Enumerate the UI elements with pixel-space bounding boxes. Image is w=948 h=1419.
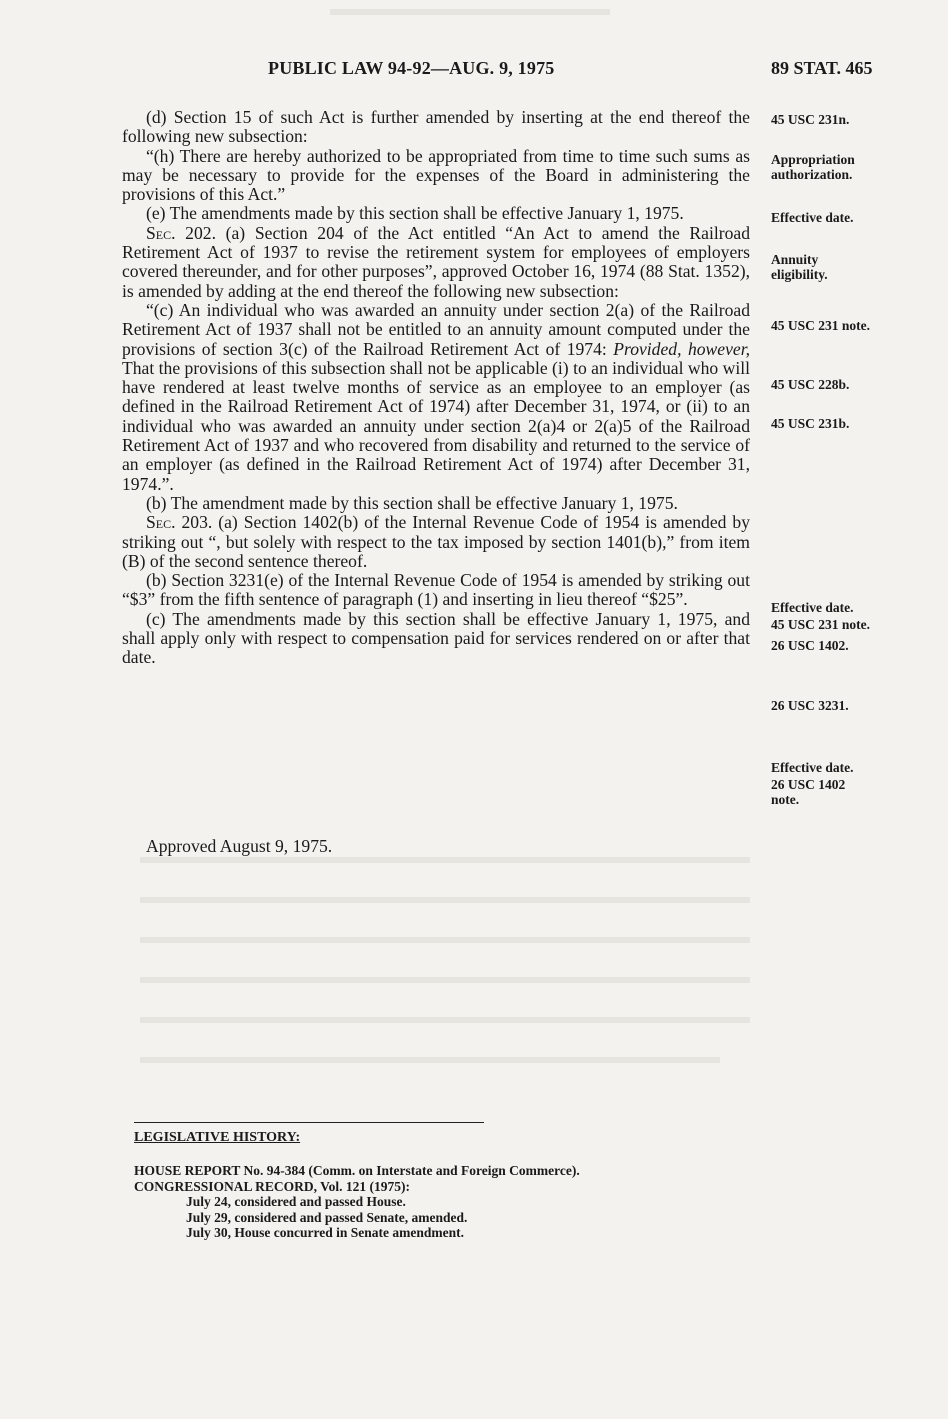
congressional-record: CONGRESSIONAL RECORD, Vol. 121 (1975):: [134, 1178, 411, 1194]
section-202-b: (b) The amendment made by this section shall be effective January 1, 1975.: [146, 492, 678, 513]
history-entry: July 30, House concurred in Senate amendment.: [186, 1225, 465, 1240]
history-entry: July 24, considered and passed House.: [186, 1194, 406, 1209]
legislative-history: [134, 1163, 754, 1241]
margin-note: 26 USC 3231.: [771, 698, 849, 713]
history-entry: July 29, considered and passed Senate, amended.: [186, 1209, 468, 1225]
section-203-label: Sec. 203.: [146, 512, 213, 533]
section-203-text: Section 1402(b) of the Internal Revenue Code of 1954 is amended by striking out “, but solely with respect to the tax imposed by section 1401(b),” from item (B) of the second sentence thereof.: [122, 512, 751, 571]
section-203-sub: (a): [218, 512, 238, 533]
margin-note: 26 USC 1402 note.: [771, 777, 846, 807]
margin-note: 26 USC 1402.: [771, 638, 849, 653]
quoted-c-part2: That the provisions of this subsection shall not be applicable (i) to an individual who will have rendered at least twelve months of service as an employee to an employer (as defined in the Railroad Retirement Act of 1974) after December 31, 1974, or (ii) to an individual who was awarded an annuity under section 2(a)4 or 2(a)5 of the Railroad Retirement Act of 1937 and who recovered from disability and returned to the service of an employer (as defined in the Railroad Retirement Act of 1974) after December 31, 1974.”.: [122, 357, 750, 494]
margin-note: Appropriation authorization.: [771, 152, 855, 182]
margin-note: 45 USC 231b.: [771, 416, 850, 431]
section-202-text: Section 204 of the Act entitled “An Act to amend the Railroad Retirement Act of 1937 to revise the retirement system for employees of employers covered thereunder, and for other purposes”, approved October 16, 1974 (88 Stat. 1352), is amended by adding at the end thereof the following new subsection:: [122, 222, 750, 301]
margin-note: 45 USC 231n.: [771, 112, 850, 127]
margin-note: Effective date.: [771, 600, 854, 615]
house-report: HOUSE REPORT No. 94-384 (Comm. on Interstate and Foreign Commerce).: [134, 1163, 580, 1178]
section-202-label: Sec. 202.: [146, 222, 216, 243]
section-202-sub: (a): [225, 222, 246, 243]
margin-note: 45 USC 228b.: [771, 377, 850, 392]
paragraph-e: (e) The amendments made by this section shall be effective January 1, 1975.: [146, 203, 684, 224]
margin-note: Effective date.: [771, 760, 854, 775]
statute-body: [122, 108, 750, 668]
paragraph-d: (d) Section 15 of such Act is further amended by inserting at the end thereof the following new subsection:: [122, 107, 750, 147]
page-header-title: PUBLIC LAW 94-92—AUG. 9, 1975: [268, 58, 555, 78]
margin-note: Effective date.: [771, 210, 854, 225]
paragraph-h: “(h) There are hereby authorized to be appropriated from time to time such sums as may be necessary to provide for the expenses of the Board in administering the provisions of this Act.”: [122, 145, 750, 205]
margin-note: 45 USC 231 note.: [771, 318, 871, 333]
page-header-stat: 89 STAT. 465: [771, 58, 873, 78]
section-203-a: [122, 513, 750, 571]
section-203-b: (b) Section 3231(e) of the Internal Revenue Code of 1954 is amended by striking out “$3” from the fifth sentence of paragraph (1) and inserting in lieu thereof “$25”.: [122, 570, 750, 610]
quoted-c-part1: “(c) An individual who was awarded an annuity under section 2(a) of the Railroad Retirement Act of 1937 shall not be entitled to an annuity amount computed under the provisions of section 3(c) of the Railroad Retirement Act of 1974:: [122, 299, 750, 359]
margin-note: Annuity eligibility.: [771, 252, 828, 282]
approval-line: Approved August 9, 1975.: [146, 836, 333, 856]
section-202-a: [122, 224, 750, 301]
margin-note: 45 USC 231 note.: [771, 617, 871, 632]
quoted-subsection-c: [122, 301, 750, 494]
section-203-c: (c) The amendments made by this section shall be effective January 1, 1975, and shall apply only with respect to compensation paid for services rendered on or after that date.: [122, 608, 750, 668]
quoted-c-proviso: Provided, however,: [613, 338, 750, 359]
footnote-rule: [134, 1122, 484, 1123]
legislative-history-heading: LEGISLATIVE HISTORY:: [134, 1130, 301, 1145]
